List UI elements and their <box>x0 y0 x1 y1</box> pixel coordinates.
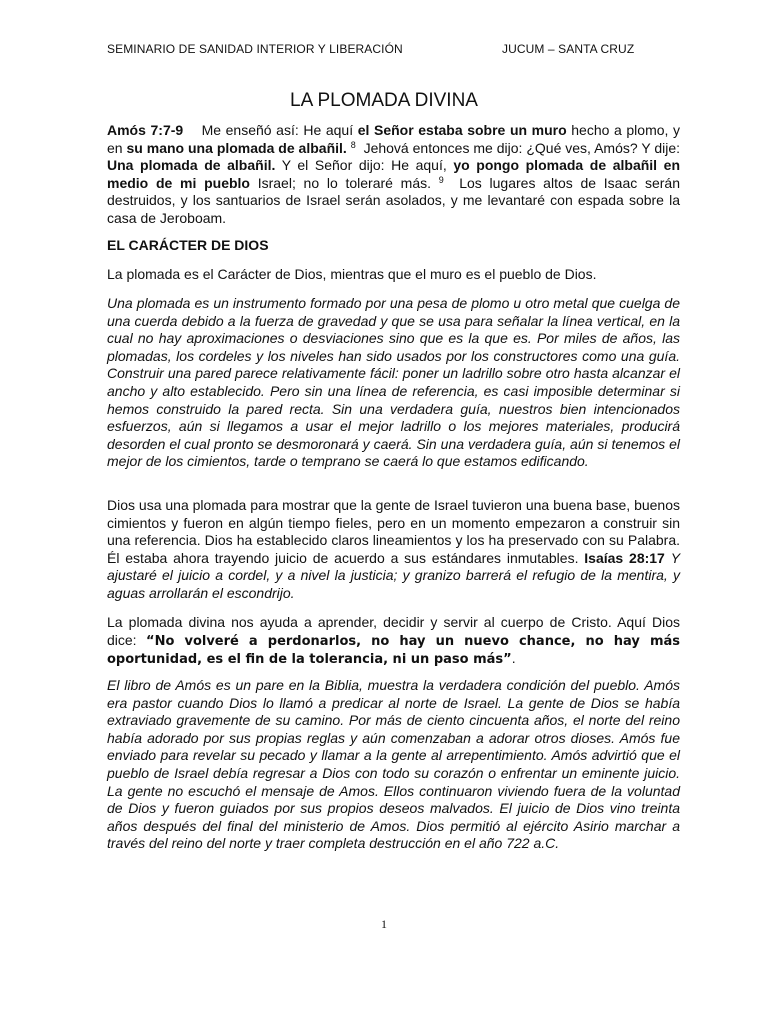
verse-number: 9 <box>438 174 444 185</box>
paragraph-3 <box>107 497 680 603</box>
scripture-text: Los lugares altos de Isaac serán destruidos, y los santuarios de Israel serán asolados, y me levantaré con espada sobre la casa de Jeroboam. <box>107 174 680 226</box>
scripture-text: Y el Señor dijo: He aquí, <box>281 157 447 174</box>
verse-number: 8 <box>350 139 356 150</box>
scripture-reference: Amós 7:7-9 <box>107 122 184 138</box>
scripture-text: hecho a plomo, y en <box>107 122 681 156</box>
scripture-emphasis: el Señor estaba sobre un muro <box>357 122 567 138</box>
divine-quote: “No volveré a perdonarlos, no hay un nuevo chance, no hay más oportunidad, es el fin de la tolerancia, ni un paso más” <box>107 633 681 668</box>
scripture-emphasis: yo pongo plomada de albañil en medio de mi pueblo <box>107 157 680 191</box>
header-right: JUCUM – SANTA CRUZ <box>502 42 635 56</box>
scripture-quote: Y ajustaré el juicio a cordel, y a nivel la justicia; y granizo barrerá el refugio de la mentira, y aguas arrollarán el escondrijo. <box>107 549 681 601</box>
scripture-reference: Isaías 28:17 <box>584 549 665 566</box>
scripture-text: Jehová entonces me dijo: ¿Qué ves, Amós? Y dije: <box>363 139 681 156</box>
header-left: SEMINARIO DE SANIDAD INTERIOR Y LIBERACIÓN <box>107 42 403 56</box>
page-title: LA PLOMADA DIVINA <box>290 90 478 111</box>
scripture-text: Israel; no lo toleraré más. <box>257 174 432 191</box>
scripture-emphasis: su mano una plomada de albañil. <box>126 139 347 156</box>
page-number: 1 <box>381 917 387 931</box>
scripture-emphasis: Una plomada de albañil. <box>107 157 276 174</box>
paragraph-1: La plomada es el Carácter de Dios, mientras que el muro es el pueblo de Dios. <box>107 266 597 282</box>
paragraph-4-text: La plomada divina nos ayuda a aprender, decidir y servir al cuerpo de Cristo. Aquí Dios dice: <box>107 614 680 648</box>
paragraph-2: Una plomada es un instrumento formado por una pesa de plomo u otro metal que cuelga de una cuerda debido a la fuerza de gravedad y que se usa para señalar la línea vertical, en la cual no hay aproximaciones o desviaciones sino que es la que es. Por miles de años, las plomadas, los cordeles y los niveles han sido usados por los constructores como una guía. Construir una pared parece relativamente fácil: poner un ladrillo sobre otro hasta alcanzar el ancho y alto establecido. Pero sin una línea de referencia, es casi imposible determinar si hemos construido la pared recta. Sin una verdadera guía, nuestros bien intencionados esfuerzos, aún si llegamos a usar el mejor ladrillo o los mejores materiales, producirá desorden el cual pronto se desmoronará y caerá. Sin una verdadera guía, aún si tenemos el mejor de los cimientos, tarde o temprano se caerá lo que estamos edificando. <box>107 295 680 470</box>
section-heading: EL CARÁCTER DE DIOS <box>107 237 269 253</box>
paragraph-3-text: Dios usa una plomada para mostrar que la gente de Israel tuvieron una buena base, buenos cimientos y fueron en algún tiempo fieles, pero en un momento empezaron a construir sin una referencia. Dios ha establecido claros lineamientos y los ha preservado con su Palabra. Él estaba ahora trayendo juicio de acuerdo a sus estándares inmutables. <box>107 497 680 566</box>
section-heading-wrap <box>107 237 680 255</box>
paragraph-4 <box>107 614 680 669</box>
scripture-text: Me enseñó así: He aquí <box>201 122 354 138</box>
scripture-paragraph <box>107 122 680 228</box>
paragraph-5: El libro de Amós es un pare en la Biblia, muestra la verdadera condición del pueblo. Amós era pastor cuando Dios lo llamó a predicar al norte de Israel. La gente de Dios se había extraviado gravemente de su camino. Por más de ciento cincuenta años, el norte del reino había adorado por sus propias reglas y aún comenzaban a adorar otros dioses. Amós fue enviado para revelar su pecado y llamar a la gente al arrepentimiento. Amós advirtió que el pueblo de Israel debía regresar a Dios con todo su corazón o enfrentar un eminente juicio. La gente no escuchó el mensaje de Amos. Ellos continuaron viviendo fuera de la voluntad de Dios y fueron guiados por sus propios deseos malvados. El juicio de Dios vino treinta años después del final del ministerio de Amos. Dios permitió al ejército Asirio marchar a través del reino del norte y traer completa destrucción en el año 722 a.C. <box>107 677 680 852</box>
paragraph-4-end: . <box>511 650 516 667</box>
